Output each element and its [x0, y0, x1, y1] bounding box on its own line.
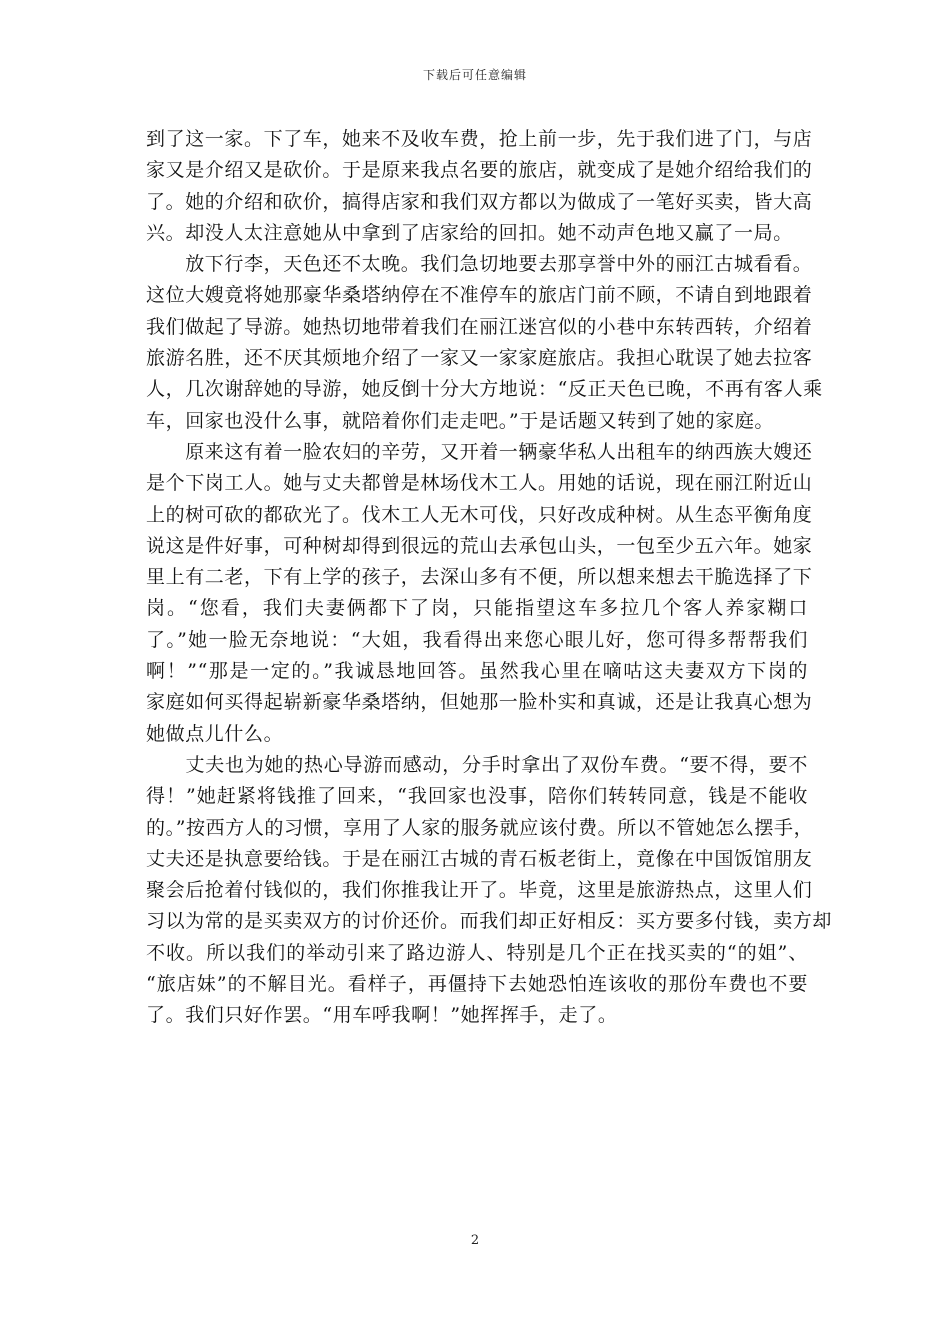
text-line: 家庭如何买得起崭新豪华桑塔纳，但她那一脸朴实和真诚，还是让我真心想为 [146, 691, 813, 714]
text-line: 原来这有着一脸农妇的辛劳，又开着一辆豪华私人出租车的纳西族大嫂还 [146, 440, 813, 463]
text-line: 人，几次谢辞她的导游，她反倒十分大方地说：“反正天色已晚，不再有客人乘 [146, 378, 823, 401]
text-line: 啊！”“那是一定的。”我诚恳地回答。虽然我心里在嘀咕这夫妻双方下岗的 [146, 660, 808, 683]
text-line: 车，回家也没什么事，就陪着你们走走吧。”于是话题又转到了她的家庭。 [146, 409, 775, 432]
text-line: 兴。却没人太注意她从中拿到了店家给的回扣。她不动声色地又赢了一局。 [146, 221, 793, 244]
text-line: 得！”她赶紧将钱推了回来，“我回家也没事，陪你们转转同意，钱是不能收 [146, 785, 808, 808]
text-line: 了。我们只好作罢。“用车呼我啊！”她挥挥手，走了。 [146, 1004, 618, 1027]
text-line: 不收。所以我们的举动引来了路边游人、特别是几个正在找买卖的“的姐”、 [146, 941, 808, 964]
text-line: 的。”按西方人的习惯，享用了人家的服务就应该付费。所以不管她怎么摆手， [146, 816, 814, 839]
text-line: 丈夫还是执意要给钱。于是在丽江古城的青石板老街上，竟像在中国饭馆朋友 [146, 847, 813, 870]
text-line: “旅店妹”的不解目光。看样子，再僵持下去她恐怕连该收的那份车费也不要 [146, 973, 808, 996]
paragraph-2 [146, 249, 823, 437]
text-line: 放下行李，天色还不太晚。我们急切地要去那享誉中外的丽江古城看看。 [146, 253, 813, 276]
text-line: 上的树可砍的都砍光了。伐木工人无木可伐，只好改成种树。从生态平衡角度 [146, 503, 813, 526]
page-header: 下载后可任意编辑 [422, 68, 527, 82]
text-line: 了。”她一脸无奈地说：“大姐，我看得出来您心眼儿好，您可得多帮帮我们 [146, 628, 808, 651]
text-line: 丈夫也为她的热心导游而感动，分手时拿出了双份车费。“要不得，要不 [146, 753, 808, 776]
text-line: 习以为常的是买卖双方的讨价还价。而我们却正好相反：买方要多付钱，卖方却 [146, 910, 833, 933]
text-line: 了。她的介绍和砍价，搞得店家和我们双方都以为做成了一笔好买卖，皆大高 [146, 190, 813, 213]
text-line: 聚会后抢着付钱似的，我们你推我让开了。毕竟，这里是旅游热点，这里人们 [146, 879, 813, 902]
text-line: 里上有二老，下有上学的孩子，去深山多有不便，所以想来想去干脆选择了下 [146, 566, 813, 589]
text-line: 她做点儿什么。 [146, 722, 284, 745]
text-line: 这位大嫂竟将她那豪华桑塔纳停在不准停车的旅店门前不顾，不请自到地跟着 [146, 284, 813, 307]
paragraph-4 [146, 750, 833, 1032]
text-line: 我们做起了导游。她热切地带着我们在丽江迷宫似的小巷中东转西转，介绍着 [146, 315, 813, 338]
page-number: 2 [470, 1233, 480, 1248]
text-line: 到了这一家。下了车，她来不及收车费，抢上前一步，先于我们进了门，与店 [146, 128, 813, 150]
text-line: 旅游名胜，还不厌其烦地介绍了一家又一家家庭旅店。我担心耽误了她去拉客 [146, 347, 813, 370]
text-line: 家又是介绍又是砍价。于是原来我点名要的旅店，就变成了是她介绍给我们的 [146, 159, 813, 182]
text-line: 说这是件好事，可种树却得到很远的荒山去承包山头，一包至少五六年。她家 [146, 534, 813, 557]
paragraph-1 [146, 124, 813, 249]
paragraph-3 [146, 437, 813, 750]
article-body [146, 124, 833, 1032]
text-line: 岗。“您看，我们夫妻俩都下了岗，只能指望这车多拉几个客人养家糊口 [146, 597, 808, 620]
text-line: 是个下岗工人。她与丈夫都曾是林场伐木工人。用她的话说，现在丽江附近山 [146, 472, 813, 495]
